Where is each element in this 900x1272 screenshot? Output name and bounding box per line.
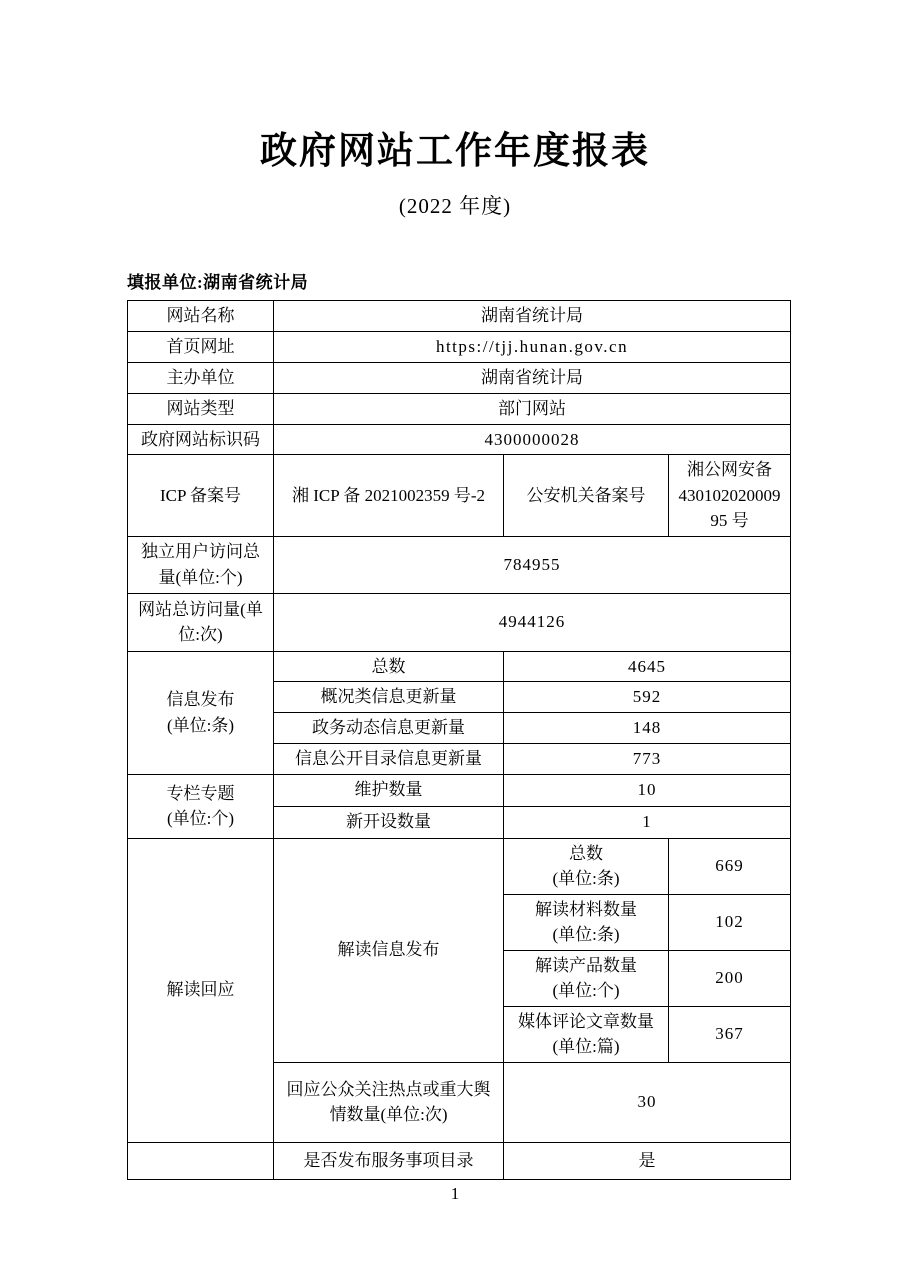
maintained-count-label: 维护数量	[274, 774, 504, 806]
table-row	[128, 394, 791, 425]
media-comment-label-text: 媒体评论文章数量	[518, 1011, 654, 1031]
special-topics-section-label	[128, 774, 274, 838]
overview-update-value: 592	[504, 682, 791, 713]
table-row	[128, 651, 791, 682]
service-catalog-value: 是	[504, 1142, 791, 1179]
report-title: 政府网站工作年度报表	[260, 130, 650, 171]
interpret-total-label	[504, 838, 669, 894]
site-code-value: 4300000028	[274, 424, 791, 455]
site-code-label: 政府网站标识码	[128, 424, 274, 455]
table-row	[128, 424, 791, 455]
interpret-product-label	[504, 950, 669, 1006]
table-row	[128, 774, 791, 806]
service-catalog-label: 是否发布服务事项目录	[274, 1142, 504, 1179]
info-release-total-value: 4645	[504, 651, 791, 682]
sponsor-value: 湖南省统计局	[274, 363, 791, 394]
interpretation-publish-label: 解读信息发布	[274, 838, 504, 1062]
page-number: 1	[450, 1184, 460, 1203]
interpret-product-unit: (单位:个)	[552, 981, 620, 1000]
filing-unit-line: 填报单位:湖南省统计局	[127, 273, 309, 292]
hotspot-response-value: 30	[504, 1062, 791, 1142]
hotspot-response-label: 回应公众关注热点或重大舆情数量(单位:次)	[274, 1062, 504, 1142]
annual-report-table	[127, 300, 791, 1180]
total-visits-value: 4944126	[274, 593, 791, 651]
police-filing-label: 公安机关备案号	[504, 455, 669, 537]
gov-news-update-value: 148	[504, 712, 791, 743]
open-directory-update-label: 信息公开目录信息更新量	[274, 743, 504, 774]
total-visits-label: 网站总访问量(单位:次)	[128, 593, 274, 651]
table-row	[128, 301, 791, 332]
police-filing-value	[669, 455, 791, 537]
interpret-product-value: 200	[669, 950, 791, 1006]
site-type-value: 部门网站	[274, 394, 791, 425]
table-row	[128, 536, 791, 593]
info-release-section-label	[128, 651, 274, 774]
icp-value: 湘 ICP 备 2021002359 号-2	[274, 455, 504, 537]
special-topics-unit: (单位:个)	[166, 809, 235, 828]
open-directory-update-value: 773	[504, 743, 791, 774]
interpret-total-unit: (单位:条)	[552, 869, 620, 888]
report-year-subtitle: (2022 年度)	[398, 194, 512, 218]
media-comment-label	[504, 1006, 669, 1062]
interpret-product-label-text: 解读产品数量	[535, 955, 637, 975]
interpret-material-label	[504, 894, 669, 950]
info-release-total-label: 总数	[274, 651, 504, 682]
table-row	[128, 838, 791, 894]
sponsor-label: 主办单位	[128, 363, 274, 394]
table-row	[128, 1142, 791, 1179]
home-url-value: https://tjj.hunan.gov.cn	[274, 332, 791, 363]
interpret-material-label-text: 解读材料数量	[535, 899, 637, 919]
table-row	[128, 332, 791, 363]
info-release-label: 信息发布	[166, 690, 235, 709]
interpret-material-value: 102	[669, 894, 791, 950]
special-topics-label: 专栏专题	[166, 783, 235, 803]
media-comment-unit: (单位:篇)	[552, 1037, 620, 1056]
site-name-label: 网站名称	[128, 301, 274, 332]
unique-visitors-label: 独立用户访问总量(单位:个)	[128, 536, 274, 593]
interpret-total-value: 669	[669, 838, 791, 894]
gov-news-update-label: 政务动态信息更新量	[274, 712, 504, 743]
unique-visitors-value: 784955	[274, 536, 791, 593]
home-url-label: 首页网址	[128, 332, 274, 363]
police-filing-value-line2: 43010202000995 号	[678, 485, 781, 530]
new-count-label: 新开设数量	[274, 806, 504, 838]
maintained-count-value: 10	[504, 774, 791, 806]
interpret-material-unit: (单位:条)	[552, 925, 620, 944]
next-section-empty-cell	[128, 1142, 274, 1179]
info-release-unit: (单位:条)	[166, 715, 235, 735]
table-row	[128, 593, 791, 651]
site-name-value: 湖南省统计局	[274, 301, 791, 332]
icp-label: ICP 备案号	[128, 455, 274, 537]
interpret-total-label-text: 总数	[569, 843, 603, 863]
table-row	[128, 455, 791, 537]
media-comment-value: 367	[669, 1006, 791, 1062]
new-count-value: 1	[504, 806, 791, 838]
site-type-label: 网站类型	[128, 394, 274, 425]
interpretation-section-label: 解读回应	[128, 838, 274, 1142]
table-row	[128, 363, 791, 394]
overview-update-label: 概况类信息更新量	[274, 682, 504, 713]
police-filing-value-line1: 湘公网安备	[687, 460, 772, 479]
